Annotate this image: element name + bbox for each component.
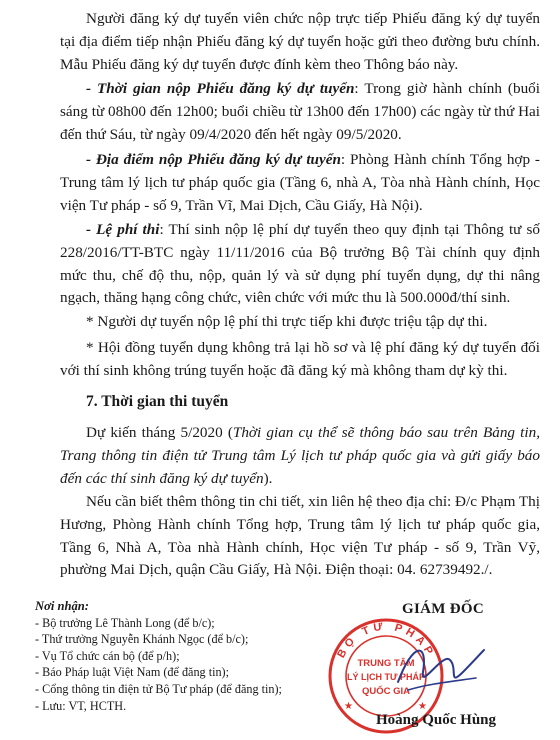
handwritten-signature [388,632,488,702]
section-heading-exam-time: 7. Thời gian thi tuyển [86,393,229,410]
paragraph-exam-time [60,422,540,490]
signer-position: GIÁM ĐỐC [402,601,484,617]
stamp-line-1: TRUNG TÂM [357,658,415,669]
paragraph-submission-time [60,78,540,146]
submission-time-text: : Trong giờ hành chính (buổi sáng từ 08h00 đến 12h00; buổi chiều từ 13h00 đến 17h00) các ngày từ thứ Hai đến thứ Sáu, từ ngày 09/4/2020 đến hết ngày 09/5/2020. [60,80,540,143]
exam-time-italic: Thời gian cụ thể sẽ thông báo sau trên Bảng tin, Trang thông tin điện tử Trung tâm Lý lịch tư pháp quốc gia và gửi giấy báo đến các thí sinh đăng ký dự tuyển [60,424,540,487]
stamp-line-3: QUỐC GIA [361,686,411,697]
contact-text: Nếu cần biết thêm thông tin chi tiết, xin liên hệ theo địa chỉ: Đ/c Phạm Thị Hương, Phòng Hành chính Tổng hợp, Trung tâm lý lịch tư pháp quốc gia, Tầng 6, Nhà A, Tòa nhà Hành chính, Học viện Tư pháp - số 9, Trần Vỹ, phường Mai Dịch, quận Cầu Giấy, Hà Nội. Điện thoại: 04. 62739492./. [60,493,540,579]
exam-time-end: ). [263,469,273,487]
exam-fee-text: : Thí sinh nộp lệ phí dự tuyển theo quy định tại Thông tư số 228/2016/TT-BTC ngày 11/11/2016 của Bộ trưởng Bộ Tài chính quy định mức thu, chế độ thu, nộp, quản lý và sử dụng phí tuyển dụng, dự thi nâng ngạch, thăng hạng công chức, viên chức với mức thu là 500.000đ/thí sinh. [60,221,540,307]
paragraph-submission [60,8,540,76]
recipient-item: - Vụ Tổ chức cán bộ (để p/h); [35,648,180,663]
exam-time-text: Dự kiến tháng 5/2020 ( [86,424,233,441]
recipient-item: - Báo Pháp luật Việt Nam (để đăng tin); [35,665,229,680]
svg-text:★: ★ [418,701,427,712]
no-refund-text: * Hội đồng tuyển dụng không trả lại hồ sơ và lệ phí đăng ký dự tuyển đối với thí sinh không trúng tuyển hoặc đã đăng ký mà không tham dự kỳ thi. [60,339,540,379]
recipient-item: - Lưu: VT, HCTH. [35,698,127,713]
paragraph-submission-text: Người đăng ký dự tuyển viên chức nộp trực tiếp Phiếu đăng ký dự tuyển tại địa điểm tiếp nhận Phiếu đăng ký dự tuyển hoặc gửi theo đường bưu chính. Mẫu Phiếu đăng ký dự tuyển được đính kèm theo Thông báo này. [60,10,540,73]
stamp-line-2: LÝ LỊCH TƯ PHÁP [347,672,425,682]
svg-text:★: ★ [344,701,353,712]
recipient-item: - Bộ trưởng Lê Thành Long (để b/c); [35,615,215,630]
recipients-title: Nơi nhận: [35,599,90,613]
stamp-ring-text: BỘ TƯ PHÁP [335,620,437,661]
recipients-block [35,598,335,714]
paragraph-exam-fee [60,219,540,310]
paragraph-fee-note [60,311,540,334]
paragraph-no-refund [60,337,540,383]
paragraph-submission-place [60,149,540,217]
recipient-item: - Cổng thông tin điện tử Bộ Tư pháp (để đăng tin); [35,681,282,696]
submission-time-label: - Thời gian nộp Phiếu đăng ký dự tuyển [86,80,355,97]
submission-place-label: - Địa điểm nộp Phiếu đăng ký dự tuyển [86,151,341,168]
paragraph-contact [60,491,540,582]
recipient-item: - Thứ trưởng Nguyễn Khánh Ngọc (để b/c); [35,632,249,647]
fee-note-text: * Người dự tuyển nộp lệ phí thi trực tiếp khi được triệu tập dự thi. [86,313,488,330]
signer-name: Hoàng Quốc Hùng [376,712,497,728]
submission-place-text: : Phòng Hành chính Tổng hợp - Trung tâm lý lịch tư pháp quốc gia (Tầng 6, nhà A, Tòa nhà Hành chính, Học viện Tư pháp - số 9, Trần Vĩ, Mai Dịch, Cầu Giấy, Hà Nội). [60,151,540,214]
exam-fee-label: - Lệ phí thi [86,221,160,238]
